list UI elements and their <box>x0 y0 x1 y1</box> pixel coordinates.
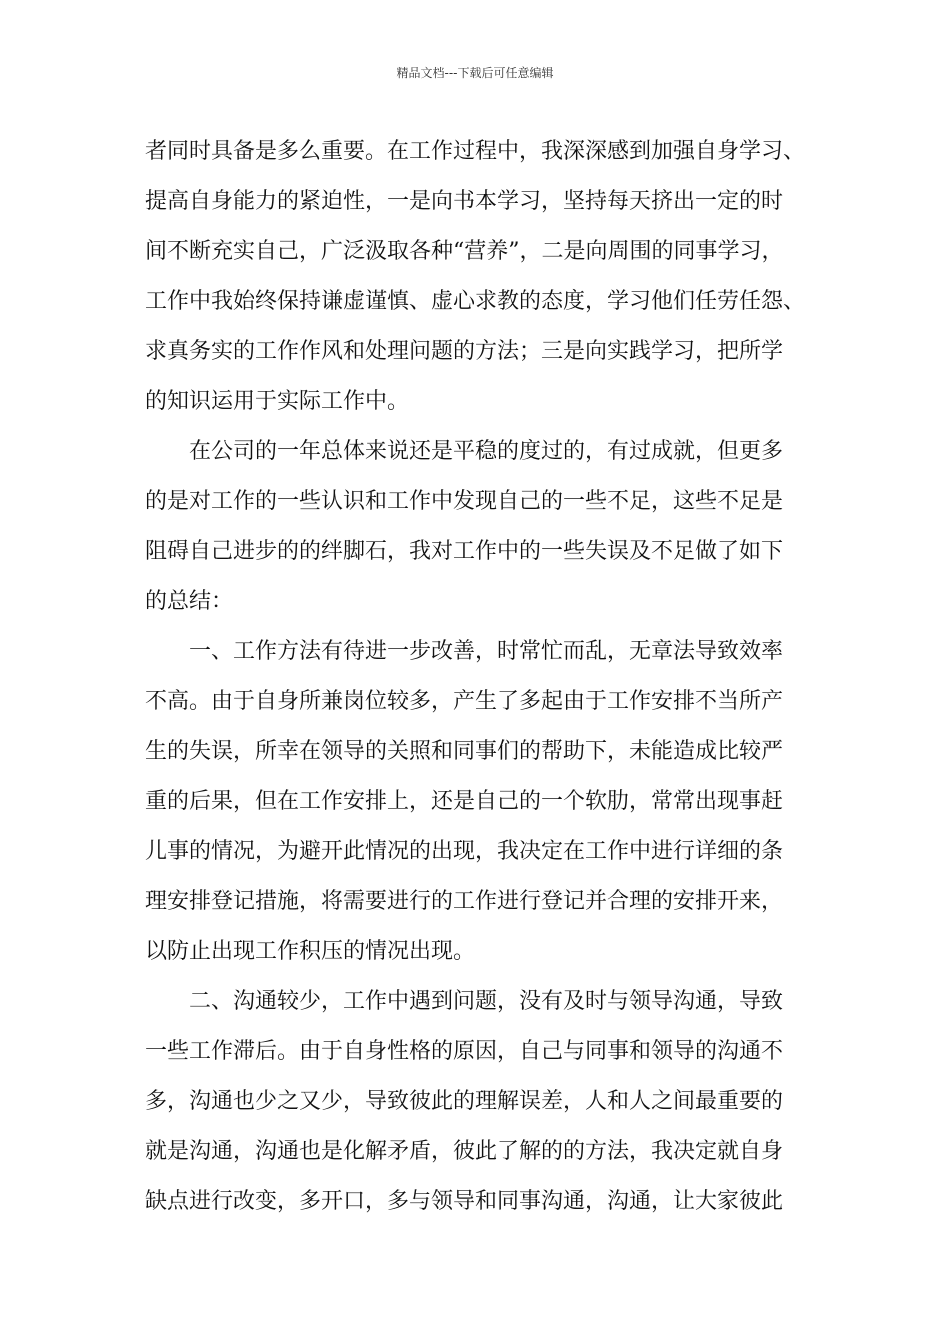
text-line: 不高。由于自身所兼岗位较多，产生了多起由于工作安排不当所产 <box>145 689 784 714</box>
paragraph-2 <box>145 427 825 627</box>
text-line: 者同时具备是多么重要。在工作过程中，我深深感到加强自身学习、 <box>145 139 806 164</box>
text-line: 求真务实的工作作风和处理问题的方法；三是向实践学习，把所学 <box>145 339 784 364</box>
text-line: 缺点进行改变，多开口，多与领导和同事沟通，沟通，让大家彼此 <box>145 1189 784 1214</box>
text-line: 多，沟通也少之又少，导致彼此的理解误差，人和人之间最重要的 <box>145 1089 784 1114</box>
text-line: 一、工作方法有待进一步改善，时常忙而乱，无章法导致效率 <box>189 639 784 664</box>
text-line: 的总结： <box>145 589 234 614</box>
text-line: 提高自身能力的紧迫性，一是向书本学习，坚持每天挤出一定的时 <box>145 189 784 214</box>
text-line: 二、沟通较少，工作中遇到问题，没有及时与领导沟通，导致 <box>189 989 784 1014</box>
text-line: 阻碍自己进步的的绊脚石，我对工作中的一些失误及不足做了如下 <box>145 539 784 564</box>
text-line: 在公司的一年总体来说还是平稳的度过的，有过成就，但更多 <box>189 439 784 464</box>
text-line: 理安排登记措施，将需要进行的工作进行登记并合理的安排开来， <box>145 889 784 914</box>
paragraph-3 <box>145 627 825 977</box>
text-line: 的是对工作的一些认识和工作中发现自己的一些不足，这些不足是 <box>145 489 784 514</box>
text-line: 生的失误，所幸在领导的关照和同事们的帮助下，未能造成比较严 <box>145 739 784 764</box>
page-body <box>145 127 825 1227</box>
text-line: 儿事的情况，为避开此情况的出现，我决定在工作中进行详细的条 <box>145 839 784 864</box>
text-line: 重的后果，但在工作安排上，还是自己的一个软肋，常常出现事赶 <box>145 789 784 814</box>
page-header: 精品文档---下载后可任意编辑 <box>396 66 554 80</box>
text-line: 一些工作滞后。由于自身性格的原因，自己与同事和领导的沟通不 <box>145 1039 784 1064</box>
text-line: 工作中我始终保持谦虚谨慎、虚心求教的态度，学习他们任劳任怨、 <box>145 289 806 314</box>
text-line: 就是沟通，沟通也是化解矛盾，彼此了解的的方法，我决定就自身 <box>145 1139 784 1164</box>
paragraph-4 <box>145 977 825 1227</box>
paragraph-1 <box>145 127 825 427</box>
text-line: 的知识运用于实际工作中。 <box>145 389 410 414</box>
text-line: 以防止出现工作积压的情况出现。 <box>145 939 476 964</box>
text-line: 间不断充实自己，广泛汲取各种“营养”，二是向周围的同事学习， <box>145 239 784 264</box>
